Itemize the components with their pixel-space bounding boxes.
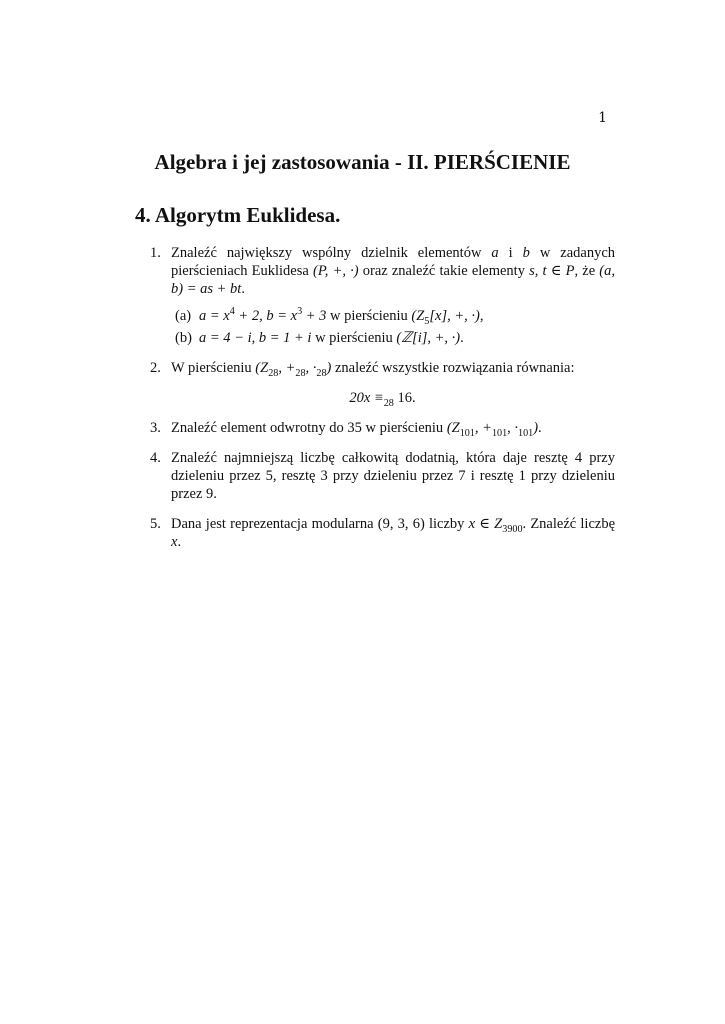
problem-2	[150, 359, 615, 407]
problem-number: 3.	[150, 420, 161, 436]
section-title: 4. Algorytm Euklidesa.	[135, 203, 341, 227]
problem-text: Znaleźć największy wspólny dzielnik elementów a i b w zadanych pierścieniach Euklidesa (P, +, ·) oraz znaleźć takie elementy s, t ∈ P, że (a, b) = as + bt.	[171, 245, 616, 297]
problem-text: W pierścieniu ($Z_{28}$, $+_{28}$, $\cdot_{28}$) znaleźć wszystkie rozwiązania równania:	[171, 360, 575, 379]
problem-4	[150, 449, 615, 503]
problem-number: 2.	[150, 360, 161, 376]
page-number: 1	[598, 110, 607, 126]
subitem-a: (a) $a = x^4 + 2$, $b = x^3 + 3$ w pierścieniu ($Z_5[x]$, +, ·),	[175, 306, 484, 327]
problem-text: Znaleźć najmniejszą liczbę całkowitą dodatnią, która daje resztę 4 przy dzieleniu przez 5, resztę 3 przy dzieleniu przez 7 i resztę 1 przy dzieleniu przez 9.	[171, 450, 615, 502]
problem-3	[150, 419, 615, 437]
equation: $20x \equiv_{28}$ 16.	[349, 390, 416, 409]
subitem-label: (b)	[175, 330, 192, 346]
problem-number: 1.	[150, 245, 161, 261]
subitem-b: (b) a = 4 − i, b = 1 + i w pierścieniu (ℤ[i], +, ·).	[175, 330, 464, 346]
problem-number: 4.	[150, 450, 161, 466]
subitem-list	[175, 307, 615, 347]
document-title: Algebra i jej zastosowania - II. PIERŚCIENIE	[154, 150, 571, 174]
problem-1	[150, 244, 615, 347]
problem-text: Znaleźć element odwrotny do 35 w pierścieniu ($Z_{101}$, $+_{101}$, $\cdot_{101}$).	[171, 420, 542, 439]
problem-list	[150, 244, 615, 563]
problem-5	[150, 515, 615, 551]
problem-number: 5.	[150, 516, 161, 532]
problem-text: Dana jest reprezentacja modularna (9, 3, 6) liczby x ∈ $Z_{3900}$. Znaleźć liczbę x.	[171, 516, 616, 550]
subitem-label: (a)	[175, 308, 192, 324]
